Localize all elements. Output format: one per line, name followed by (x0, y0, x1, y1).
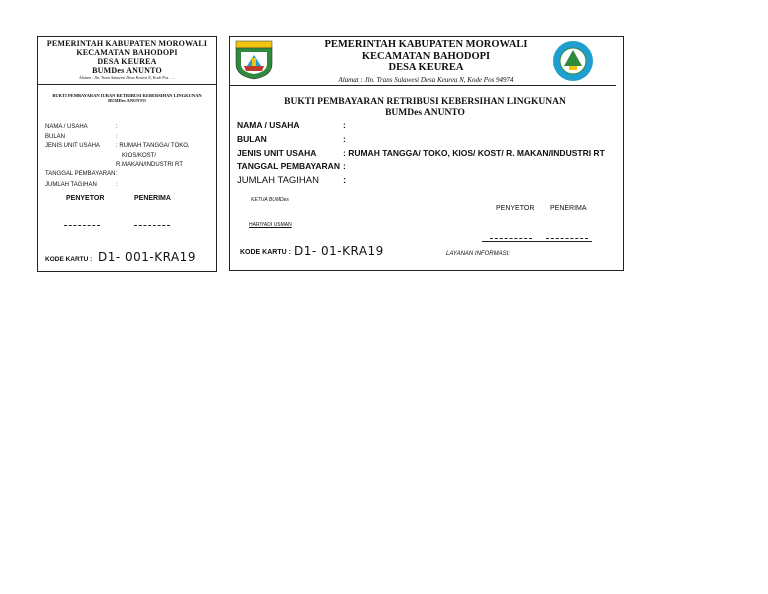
main-field-label: BULAN (237, 134, 267, 144)
stub-kode-label: KODE KARTU : (45, 256, 93, 263)
stub-title (40, 93, 214, 103)
main-penyetor-label: PENYETOR (496, 205, 535, 212)
stub-title-line1: BUKTI PEMBAYARAN IURAN RETRIBUSI KEBERSIHAN LINGKUNAN (52, 93, 202, 98)
main-kode-label: KODE KARTU : (240, 249, 291, 256)
bumdes-emblem-icon (552, 40, 594, 82)
stub-address: Alamat : Jln. Trans Sulawesi Desa Keurea N, Kode Pos ….. (79, 75, 175, 80)
stub-field-value: : RUMAH TANGGA/ TOKO, (116, 143, 190, 149)
main-field-value: : (343, 175, 347, 186)
main-field-value: : (343, 134, 346, 144)
stub-penerima-label: PENERIMA (134, 195, 171, 202)
main-field-label: JENIS UNIT USAHA (237, 148, 317, 158)
stub-field-label: JUMLAH TAGIHAN (45, 182, 97, 188)
stub-field-value: : (116, 124, 118, 130)
layanan-informasi-label: LAYANAN INFORMASI: (446, 251, 510, 257)
main-header-divider (229, 85, 616, 86)
stub-header-line4: BUMDes ANUNTO (92, 66, 162, 75)
main-field-value: : (343, 120, 346, 130)
main-field-label: JUMLAH TAGIHAN (237, 175, 319, 186)
stub-field-value: : (116, 134, 118, 140)
ketua-name: HARIYADI USMAN (249, 222, 292, 228)
morowali-emblem-icon (233, 40, 275, 80)
stub-field-value: : (116, 182, 118, 188)
main-penyetor-signature-line (490, 238, 532, 239)
main-field-label: TANGGAL PEMBAYARAN (237, 161, 340, 171)
stub-penyetor-signature-line (64, 225, 100, 226)
stub-field-label: JENIS UNIT USAHA (45, 143, 100, 149)
main-header-line3: DESA KEUREA (388, 62, 464, 73)
stub-field-nama (45, 124, 88, 130)
main-title-line1: BUKTI PEMBAYARAN RETRIBUSI KEBERSIHAN LINGKUNAN (284, 97, 566, 107)
main-penerima-label: PENERIMA (550, 205, 587, 212)
stub-title-line2: BUMDes ANUNTO (108, 98, 146, 103)
stub-unit-cont1: KIOS/KOST/ (122, 153, 157, 159)
ketua-label: KETUA BUMDes (251, 197, 289, 203)
stub-kode-value: D1- 001-KRA19 (98, 250, 196, 264)
main-title-line2: BUMDes ANUNTO (385, 108, 465, 118)
stub-field-value: : (116, 171, 118, 177)
stub-penyetor-label: PENYETOR (66, 195, 105, 202)
main-header-line2: KECAMATAN BAHODOPI (361, 50, 491, 62)
stub-field-label: BULAN (45, 134, 66, 140)
main-header (290, 39, 562, 74)
main-penerima-signature-line (546, 238, 588, 239)
main-header-line1: PEMERINTAH KABUPATEN MOROWALI (324, 39, 528, 50)
stub-field-label: TANGGAL PEMBAYARAN (45, 171, 116, 177)
stub-header-line2: KECAMATAN BAHODOPI (76, 48, 178, 57)
stub-unit-cont2: R.MAKAN/INDUSTRI RT (116, 162, 183, 168)
stub-header-line3: DESA KEUREA (97, 57, 157, 66)
stub-header (40, 39, 214, 75)
stub-header-divider (37, 84, 217, 85)
main-address: Alamat : Jln. Trans Sulawesi Desa Keurea N, Kode Pos 94974 (338, 76, 514, 84)
stub-header-line1: PEMERINTAH KABUPATEN MOROWALI (46, 39, 208, 48)
main-field-value: : RUMAH TANGGA/ TOKO, KIOS/ KOST/ R. MAKAN/INDUSTRI RT (343, 148, 605, 158)
stub-field-label: NAMA / USAHA (45, 124, 88, 130)
main-field-value: : (343, 161, 346, 171)
main-kode-value: D1- 01-KRA19 (294, 244, 384, 258)
main-title (250, 97, 600, 119)
stub-penerima-signature-line (134, 225, 170, 226)
main-signature-baseline (482, 241, 592, 242)
main-field-label: NAMA / USAHA (237, 120, 300, 130)
